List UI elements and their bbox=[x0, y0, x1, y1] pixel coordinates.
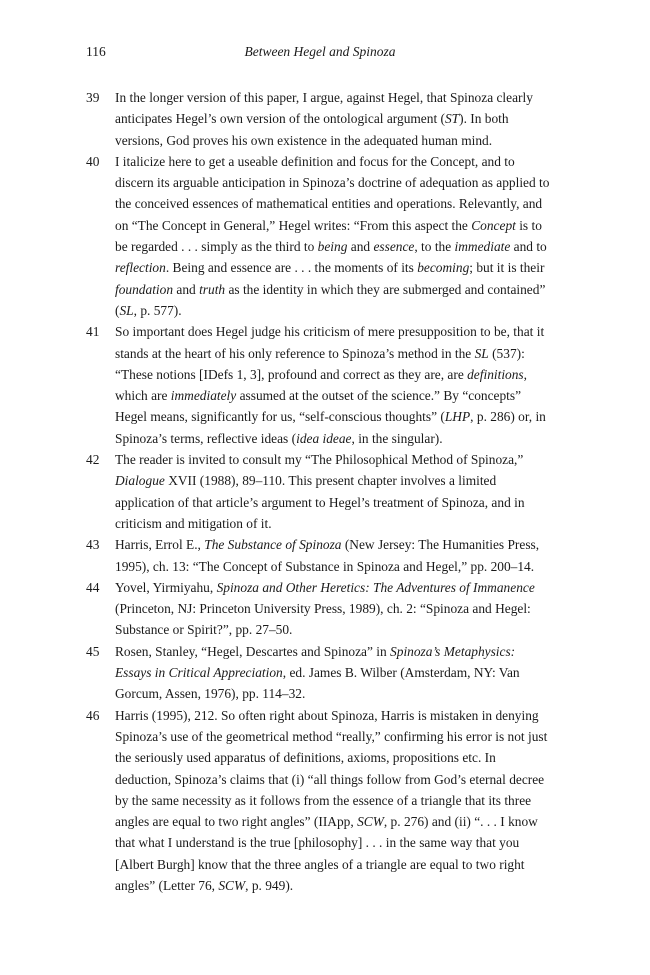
endnote-text: So important does Hegel judge his criticism of mere presupposition to be, that it stands at the heart of his only reference to Spinoza’s method in the SL (537): “These notions [IDefs 1, 3], profound and correct as they are, are definitions, which are immediately assumed at the outset of the science.” By “concepts” Hegel means, significantly for us, “self-conscious thoughts” (LHP, p. 286) or, in Spinoza’s terms, reflective ideas (idea ideae, in the singular). bbox=[115, 324, 546, 446]
endnote-number: 41 bbox=[86, 324, 100, 340]
endnote-text: Harris, Errol E., The Substance of Spinoza (New Jersey: The Humanities Press, 1995), ch. 13: “The Concept of Substance in Spinoza and Hegel,” pp. 200–14. bbox=[115, 537, 540, 574]
endnote-number: 46 bbox=[86, 707, 100, 723]
endnote bbox=[86, 641, 554, 705]
endnote-number: 40 bbox=[86, 153, 100, 169]
page-header bbox=[86, 44, 554, 64]
endnote bbox=[86, 577, 554, 641]
endnote-text: Yovel, Yirmiyahu, Spinoza and Other Heretics: The Adventures of Immanence (Princeton, NJ: Princeton University Press, 1989), ch. 2: “Spinoza and Hegel: Substance or Spirit?”, pp. 27–50. bbox=[115, 579, 535, 638]
page-number: 116 bbox=[86, 44, 106, 59]
endnote-text: In the longer version of this paper, I argue, against Hegel, that Spinoza clearly anticipates Hegel’s own version of the ontological argument (ST). In both versions, God proves his own existence in the adequated human mind. bbox=[115, 90, 533, 148]
endnotes-list bbox=[86, 87, 554, 896]
endnote-text: I italicize here to get a useable definition and focus for the Concept, and to discern its arguable anticipation in Spinoza’s doctrine of adequation as applied to the conceived essences of mathematical entities and operations. Relevantly, and on “The Concept in General,” Hegel writes: “From this aspect the Concept is to be regarded . . . simply as the third to being and essence, to the immediate and to reflection. Being and essence are . . . the moments of its becoming; but it is their foundation and truth as the identity in which they are submerged and contained” (SL, p. 577). bbox=[115, 153, 550, 318]
endnote bbox=[86, 449, 554, 534]
endnote-number: 44 bbox=[86, 579, 100, 595]
endnote-number: 43 bbox=[86, 537, 100, 553]
endnote-text: Harris (1995), 212. So often right about Spinoza, Harris is mistaken in denying Spinoza’s use of the geometrical method “really,” confirming his error is not just the seriously used apparatus of definitions, axioms, propositions etc. In deduction, Spinoza’s claims that (i) “all things follow from God’s eternal decree by the same necessity as it follows from the essence of a triangle that its three angles are equal to two right angles” (IIApp, SCW, p. 276) and (ii) “. . . I know that what I understand is the true [philosophy] . . . in the same way that you [Albert Burgh] know that the three angles of a triangle are equal to two right angles” (Letter 76, SCW, p. 949). bbox=[115, 707, 548, 893]
endnote bbox=[86, 151, 554, 321]
endnote-number: 42 bbox=[86, 452, 100, 468]
endnote bbox=[86, 321, 554, 449]
endnote-text: Rosen, Stanley, “Hegel, Descartes and Spinoza” in Spinoza’s Metaphysics: Essays in Critical Appreciation, ed. James B. Wilber (Amsterdam, NY: Van Gorcum, Assen, 1976), pp. 114–32. bbox=[115, 643, 520, 702]
endnote-number: 45 bbox=[86, 643, 100, 659]
endnote-text: The reader is invited to consult my “The Philosophical Method of Spinoza,” Dialogue XVII (1988), 89–110. This present chapter involves a limited application of that article’s argument to Hegel’s treatment of Spinoza, and in criticism and mitigation of it. bbox=[115, 452, 525, 531]
endnote-number: 39 bbox=[86, 90, 100, 105]
endnote bbox=[86, 534, 554, 577]
running-title: Between Hegel and Spinoza bbox=[244, 44, 396, 59]
endnote bbox=[86, 705, 554, 897]
endnote bbox=[86, 87, 554, 151]
